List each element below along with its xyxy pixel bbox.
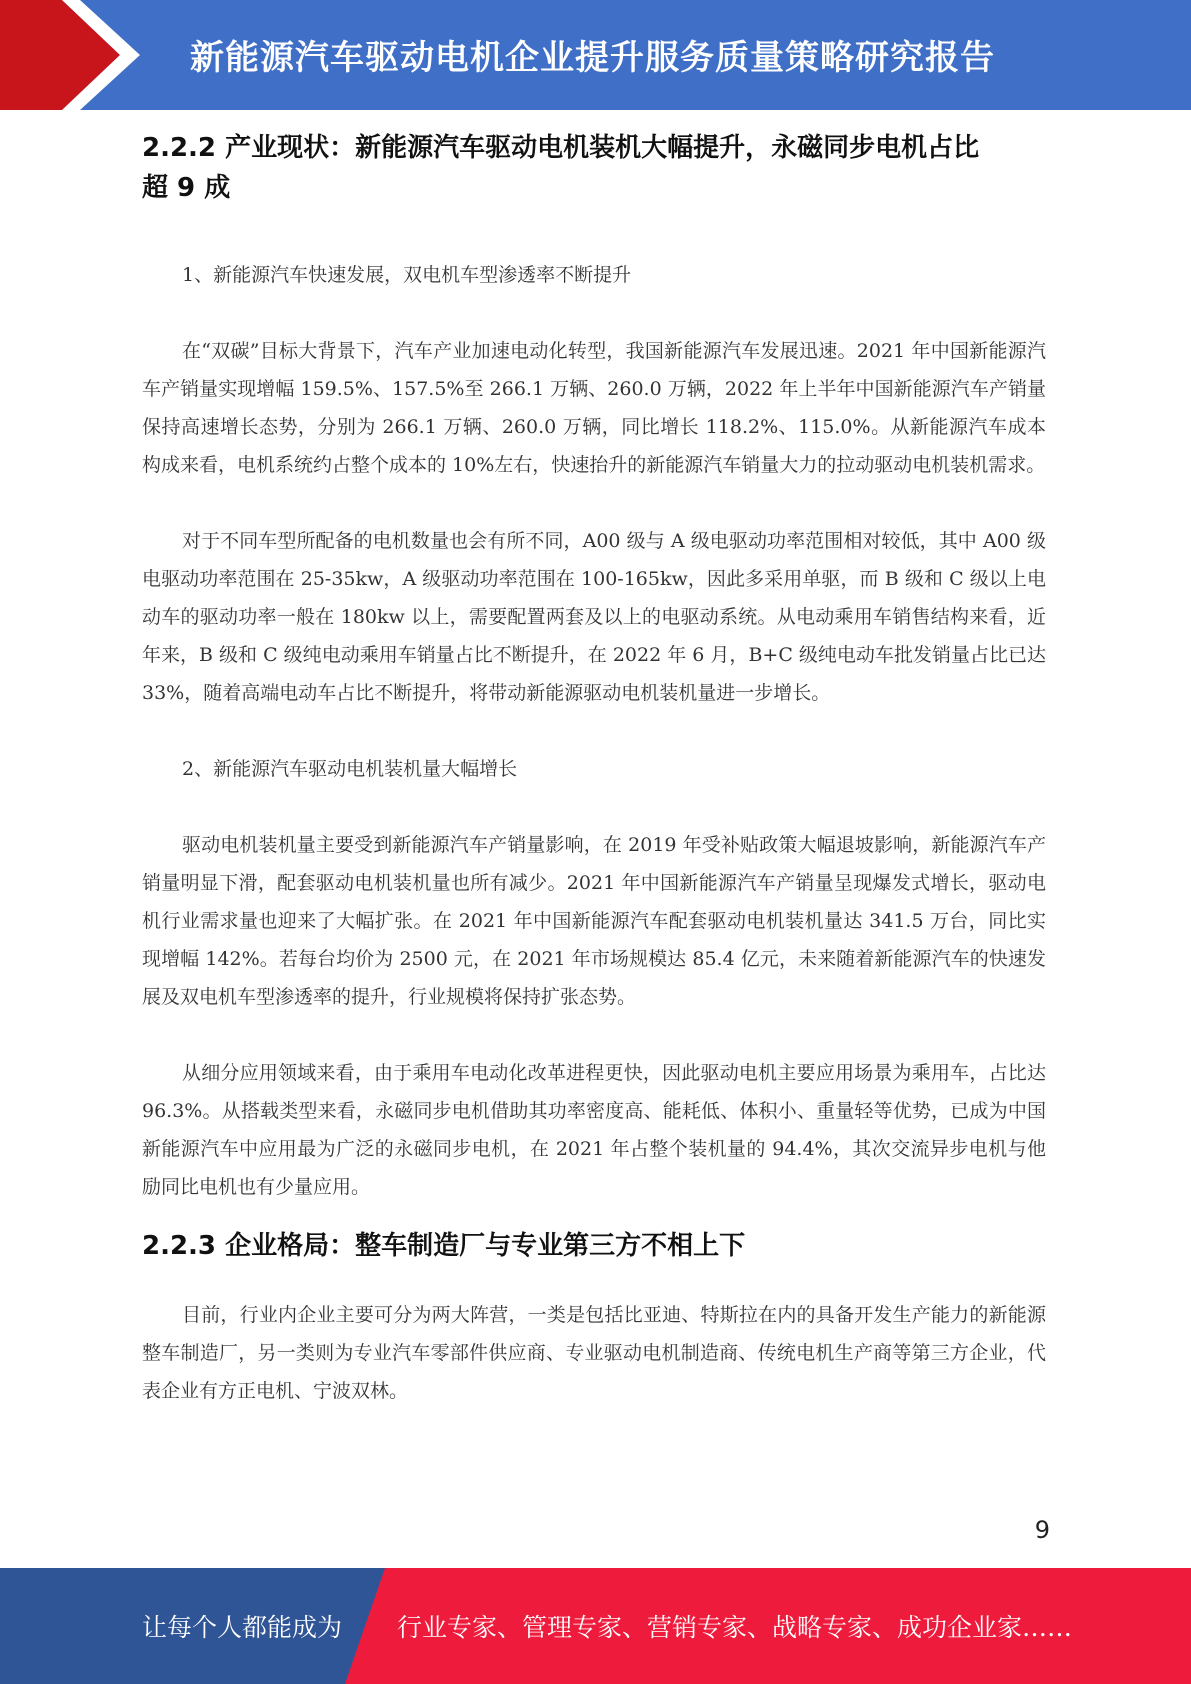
heading-line-2: 超 9 成 bbox=[142, 173, 231, 203]
footer-slogan-right: 行业专家、管理专家、营销专家、战略专家、成功企业家…… bbox=[397, 1613, 1073, 1642]
paragraph-2: 对于不同车型所配备的电机数量也会有所不同，A00 级与 A 级电驱动功率范围相对较低，其中 A00 级电驱动功率范围在 25-35kw，A 级驱动功率范围在 100-165kw，因此多采用单驱，而 B 级和 C 级以上电动车的驱动功率一般在 180kw 以上，需要配置两套及以上的电驱动系统。从电动乘用车销售结构来看，近年来，B 级和 C 级纯电动乘用车销量占比不断提升，在 2022 年 6 月，B+C 级纯电动车批发销量占比已达 33%，随着高端电动车占比不断提升，将带动新能源驱动电机装机量进一步增长。 bbox=[142, 530, 1046, 704]
heading-line-1: 2.2.2 产业现状：新能源汽车驱动电机装机大幅提升，永磁同步电机占比 bbox=[142, 133, 980, 163]
paragraph-4: 从细分应用领域来看，由于乘用车电动化改革进程更快，因此驱动电机主要应用场景为乘用车，占比达 96.3%。从搭载类型来看，永磁同步电机借助其功率密度高、能耗低、体积小、重量轻等优势，已成为中国新能源汽车中应用最为广泛的永磁同步电机，在 2021 年占整个装机量的 94.4%，其次交流异步电机与他励同比电机也有少量应用。 bbox=[142, 1062, 1046, 1198]
section-heading-2-2-2 bbox=[142, 128, 1046, 208]
subheading-1: 1、新能源汽车快速发展，双电机车型渗透率不断提升 bbox=[182, 264, 632, 286]
page-number: 9 bbox=[1034, 1516, 1050, 1544]
footer-slogan-left: 让每个人都能成为 bbox=[142, 1613, 343, 1642]
document-body bbox=[142, 128, 1046, 1410]
paragraph-1: 在“双碳”目标大背景下，汽车产业加速电动化转型，我国新能源汽车发展迅速。2021 年中国新能源汽车产销量实现增幅 159.5%、157.5%至 266.1 万辆、260.0 万辆，2022 年上半年中国新能源汽车产销量保持高速增长态势，分别为 266.1 万辆、260.0 万辆，同比增长 118.2%、115.0%。从新能源汽车成本构成来看，电机系统约占整个成本的 10%左右，快速抬升的新能源汽车销量大力的拉动驱动电机装机需求。 bbox=[142, 340, 1046, 476]
subheading-2: 2、新能源汽车驱动电机装机量大幅增长 bbox=[182, 758, 518, 780]
page-header bbox=[0, 0, 1191, 110]
paragraph-5: 目前，行业内企业主要可分为两大阵营，一类是包括比亚迪、特斯拉在内的具备开发生产能力的新能源整车制造厂，另一类则为专业汽车零部件供应商、专业驱动电机制造商、传统电机生产商等第三方企业，代表企业有方正电机、宁波双林。 bbox=[142, 1304, 1046, 1402]
section-heading-2-2-3: 2.2.3 企业格局：整车制造厂与专业第三方不相上下 bbox=[142, 1231, 746, 1261]
header-title: 新能源汽车驱动电机企业提升服务质量策略研究报告 bbox=[190, 38, 995, 78]
page-footer bbox=[0, 1568, 1191, 1684]
header-arrow-decoration bbox=[0, 0, 200, 110]
paragraph-3: 驱动电机装机量主要受到新能源汽车产销量影响，在 2019 年受补贴政策大幅退坡影响，新能源汽车产销量明显下滑，配套驱动电机装机量也所有减少。2021 年中国新能源汽车产销量呈现爆发式增长，驱动电机行业需求量也迎来了大幅扩张。在 2021 年中国新能源汽车配套驱动电机装机量达 341.5 万台，同比实现增幅 142%。若每台均价为 2500 元，在 2021 年市场规模达 85.4 亿元，未来随着新能源汽车的快速发展及双电机车型渗透率的提升，行业规模将保持扩张态势。 bbox=[142, 834, 1046, 1008]
